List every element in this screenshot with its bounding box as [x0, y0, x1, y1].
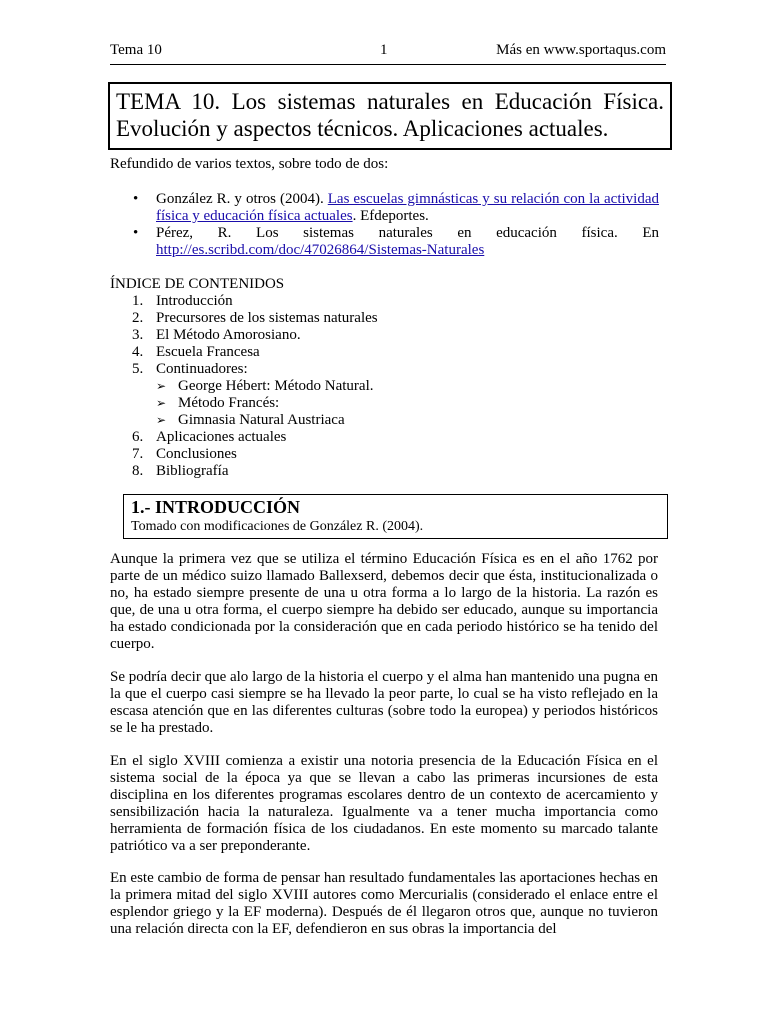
- index-item: 2. Precursores de los sistemas naturales: [132, 310, 378, 326]
- page-header: [110, 42, 666, 65]
- reference-link[interactable]: Las escuelas gimnásticas y su relación con la actividad física y educación física actuales: [156, 191, 659, 224]
- index-item: 3. El Método Amorosiano.: [132, 327, 301, 343]
- paragraph: En este cambio de forma de pensar han resultado fundamentales las aportaciones hechas en la primera mitad del siglo XVIII autores como Mercurialis (considerado el enlace entre el esplendor griego y la EF moderna). Después de él llegaron otros que, aunque no tuvieron una relación directa con la EF, defendieron en sus obras la importancia del: [110, 870, 658, 937]
- paragraph: Se podría decir que alo largo de la historia el cuerpo y el alma han mantenido una pugna en la que el cuerpo casi siempre se ha llevado la peor parte, lo cual se ha visto reflejado en la escasa atención que en las diferentes culturas (sobre todo la europea) y periodos históricos se le ha prestado.: [110, 669, 658, 736]
- index-item: 6. Aplicaciones actuales: [132, 429, 287, 445]
- index-item: 1. Introducción: [132, 293, 233, 309]
- arrow-bullet-icon: ➢: [156, 379, 167, 393]
- paragraph: Aunque la primera vez que se utiliza el término Educación Física es en el año 1762 por parte de un médico suizo llamado Ballexserd, debemos decir que ésta, institucionalizada o no, ha estado siempre presente de una u otra forma a lo largo de la historia. La razón es que, de una u otra forma, el cuerpo siempre ha debido ser educado, aunque su importancia ha estado condicionada por la consideración que en cada periodo histórico se ha tenido del cuerpo.: [110, 551, 658, 652]
- index-list: [132, 293, 378, 480]
- page-number: 1: [380, 42, 388, 58]
- index-item: 7. Conclusiones: [132, 446, 237, 462]
- index-subitem: ➢ Método Francés:: [156, 395, 280, 411]
- header-website: Más en www.sportaqus.com: [496, 42, 666, 58]
- reference-prefix: Pérez, R. Los sistemas naturales en educación física. En: [156, 225, 659, 241]
- bullet-icon: •: [133, 225, 139, 241]
- reference-item: [133, 191, 659, 225]
- bullet-icon: •: [133, 191, 139, 207]
- section-subtitle: Tomado con modificaciones de González R. (2004).: [131, 519, 424, 534]
- paragraph: En el siglo XVIII comienza a existir una notoria presencia de la Educación Física en el sistema social de la época ya que se llevan a cabo las primeras incursiones de esta disciplina en los diferentes programas escolares dentro de un contexto de acercamiento y sensibilización hacia la naturaleza. Igualmente va a tener mucha importancia como herramienta de formación física de los ciudadanos. En este momento su marcado talante patriótico va a ser preponderante.: [110, 753, 658, 854]
- section-title: 1.- INTRODUCCIÓN: [131, 497, 301, 517]
- reference-item: [133, 225, 659, 259]
- arrow-bullet-icon: ➢: [156, 413, 167, 427]
- section-heading-box: [123, 494, 668, 539]
- index-item: 8. Bibliografía: [132, 463, 229, 479]
- reference-link[interactable]: http://es.scribd.com/doc/47026864/Sistemas-Naturales: [156, 242, 485, 258]
- index-subitem: ➢ Gimnasia Natural Austriaca: [156, 412, 345, 428]
- arrow-bullet-icon: ➢: [156, 396, 167, 410]
- header-topic: Tema 10: [110, 42, 162, 58]
- document-title: TEMA 10. Los sistemas naturales en Educación Física. Evolución y aspectos técnicos. Aplicaciones actuales.: [108, 82, 672, 150]
- index-item: 5. Continuadores:: [132, 361, 248, 377]
- index-item: 4. Escuela Francesa: [132, 344, 260, 360]
- index-title: ÍNDICE DE CONTENIDOS: [110, 276, 285, 292]
- intro-line: Refundido de varios textos, sobre todo de dos:: [110, 156, 389, 172]
- reference-suffix: . Efdeportes.: [352, 208, 429, 224]
- reference-list: [133, 191, 659, 259]
- index-subitem: ➢ George Hébert: Método Natural.: [156, 378, 374, 394]
- reference-prefix: González R. y otros (2004).: [156, 191, 328, 207]
